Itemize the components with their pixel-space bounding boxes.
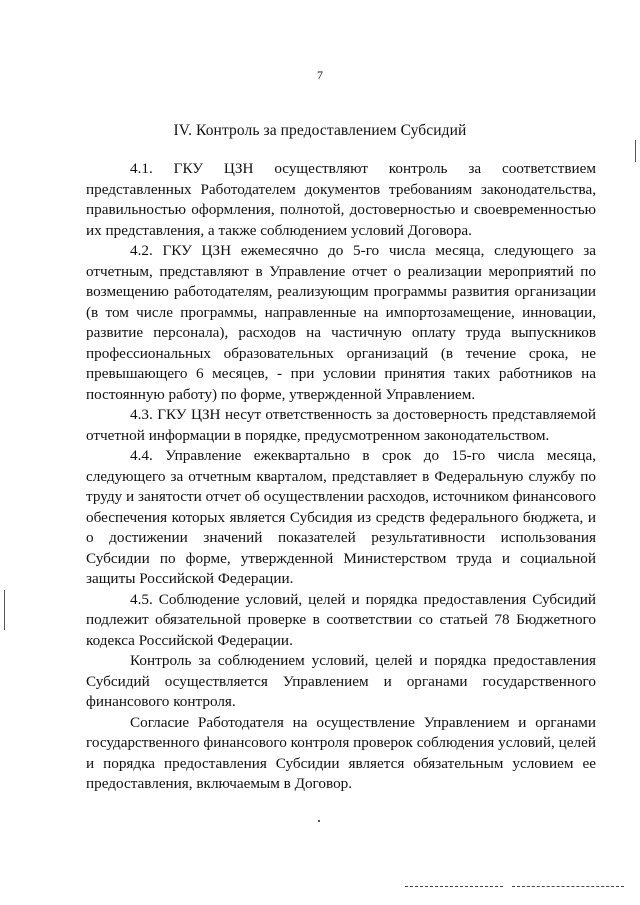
paragraph-4-2: 4.2. ГКУ ЦЗН ежемесячно до 5-го числа месяца, следующего за отчетным, представляют в Управление отчет о реализации мероприятий по возмещению работодателям, реализующим программы развития организации (в том числе программы, направленные на импортозамещение, инновации, развитие персонала), расходов на частичную оплату труда выпускников профессиональных образовательных организаций (в течение срока, не превышающего 6 месяцев, - при условии принятия таких работников на постоянную работу) по форме, утвержденной Управлением. [86, 242, 596, 403]
paragraph-4-4: 4.4. Управление ежеквартально в срок до 15-го числа месяца, следующего за отчетным кварталом, представляет в Федеральную службу по труду и занятости отчет об осуществлении расходов, источником финансового обеспечения которых является Субсидия из средств федерального бюджета, и о достижении значений показателей результативности использования Субсидии по форме, утвержденной Министерством труда и социальной защиты Российской Федерации. [86, 447, 596, 587]
scan-dash-line-1 [405, 886, 503, 887]
scan-mark-right [635, 140, 636, 162]
paragraph-4-5: 4.5. Соблюдение условий, целей и порядка предоставления Субсидий подлежит обязательной проверке в соответствии со статьей 78 Бюджетного кодекса Российской Федерации. [86, 590, 596, 649]
scan-dash-line-2 [512, 886, 624, 887]
paragraph-4-1: 4.1. ГКУ ЦЗН осуществляют контроль за соответствием представленных Работодателем документов требованиям законодательства, правильностью оформления, полнотой, достоверностью и своевременностью их представления, а также соблюдением условий Договора. [86, 160, 596, 239]
scan-mark-left [4, 590, 5, 630]
section-title: IV. Контроль за предоставлением Субсидий [173, 122, 467, 139]
paragraph-4-3: 4.3. ГКУ ЦЗН несут ответственность за достоверность представляемой отчетной информации в порядке, предусмотренном законодательством. [86, 406, 596, 444]
scan-dot [318, 820, 320, 822]
page-number: 7 [317, 68, 323, 82]
document-body [86, 159, 596, 795]
paragraph-consent: Согласие Работодателя на осуществление Управлением и органами государственного финансового контроля проверок соблюдения условий, целей и порядка предоставления Субсидии является обязательным условием ее предоставления, включаемым в Договор. [86, 713, 596, 792]
paragraph-control: Контроль за соблюдением условий, целей и порядка предоставления Субсидий осуществляется Управлением и органами государственного финансового контроля. [86, 652, 596, 710]
